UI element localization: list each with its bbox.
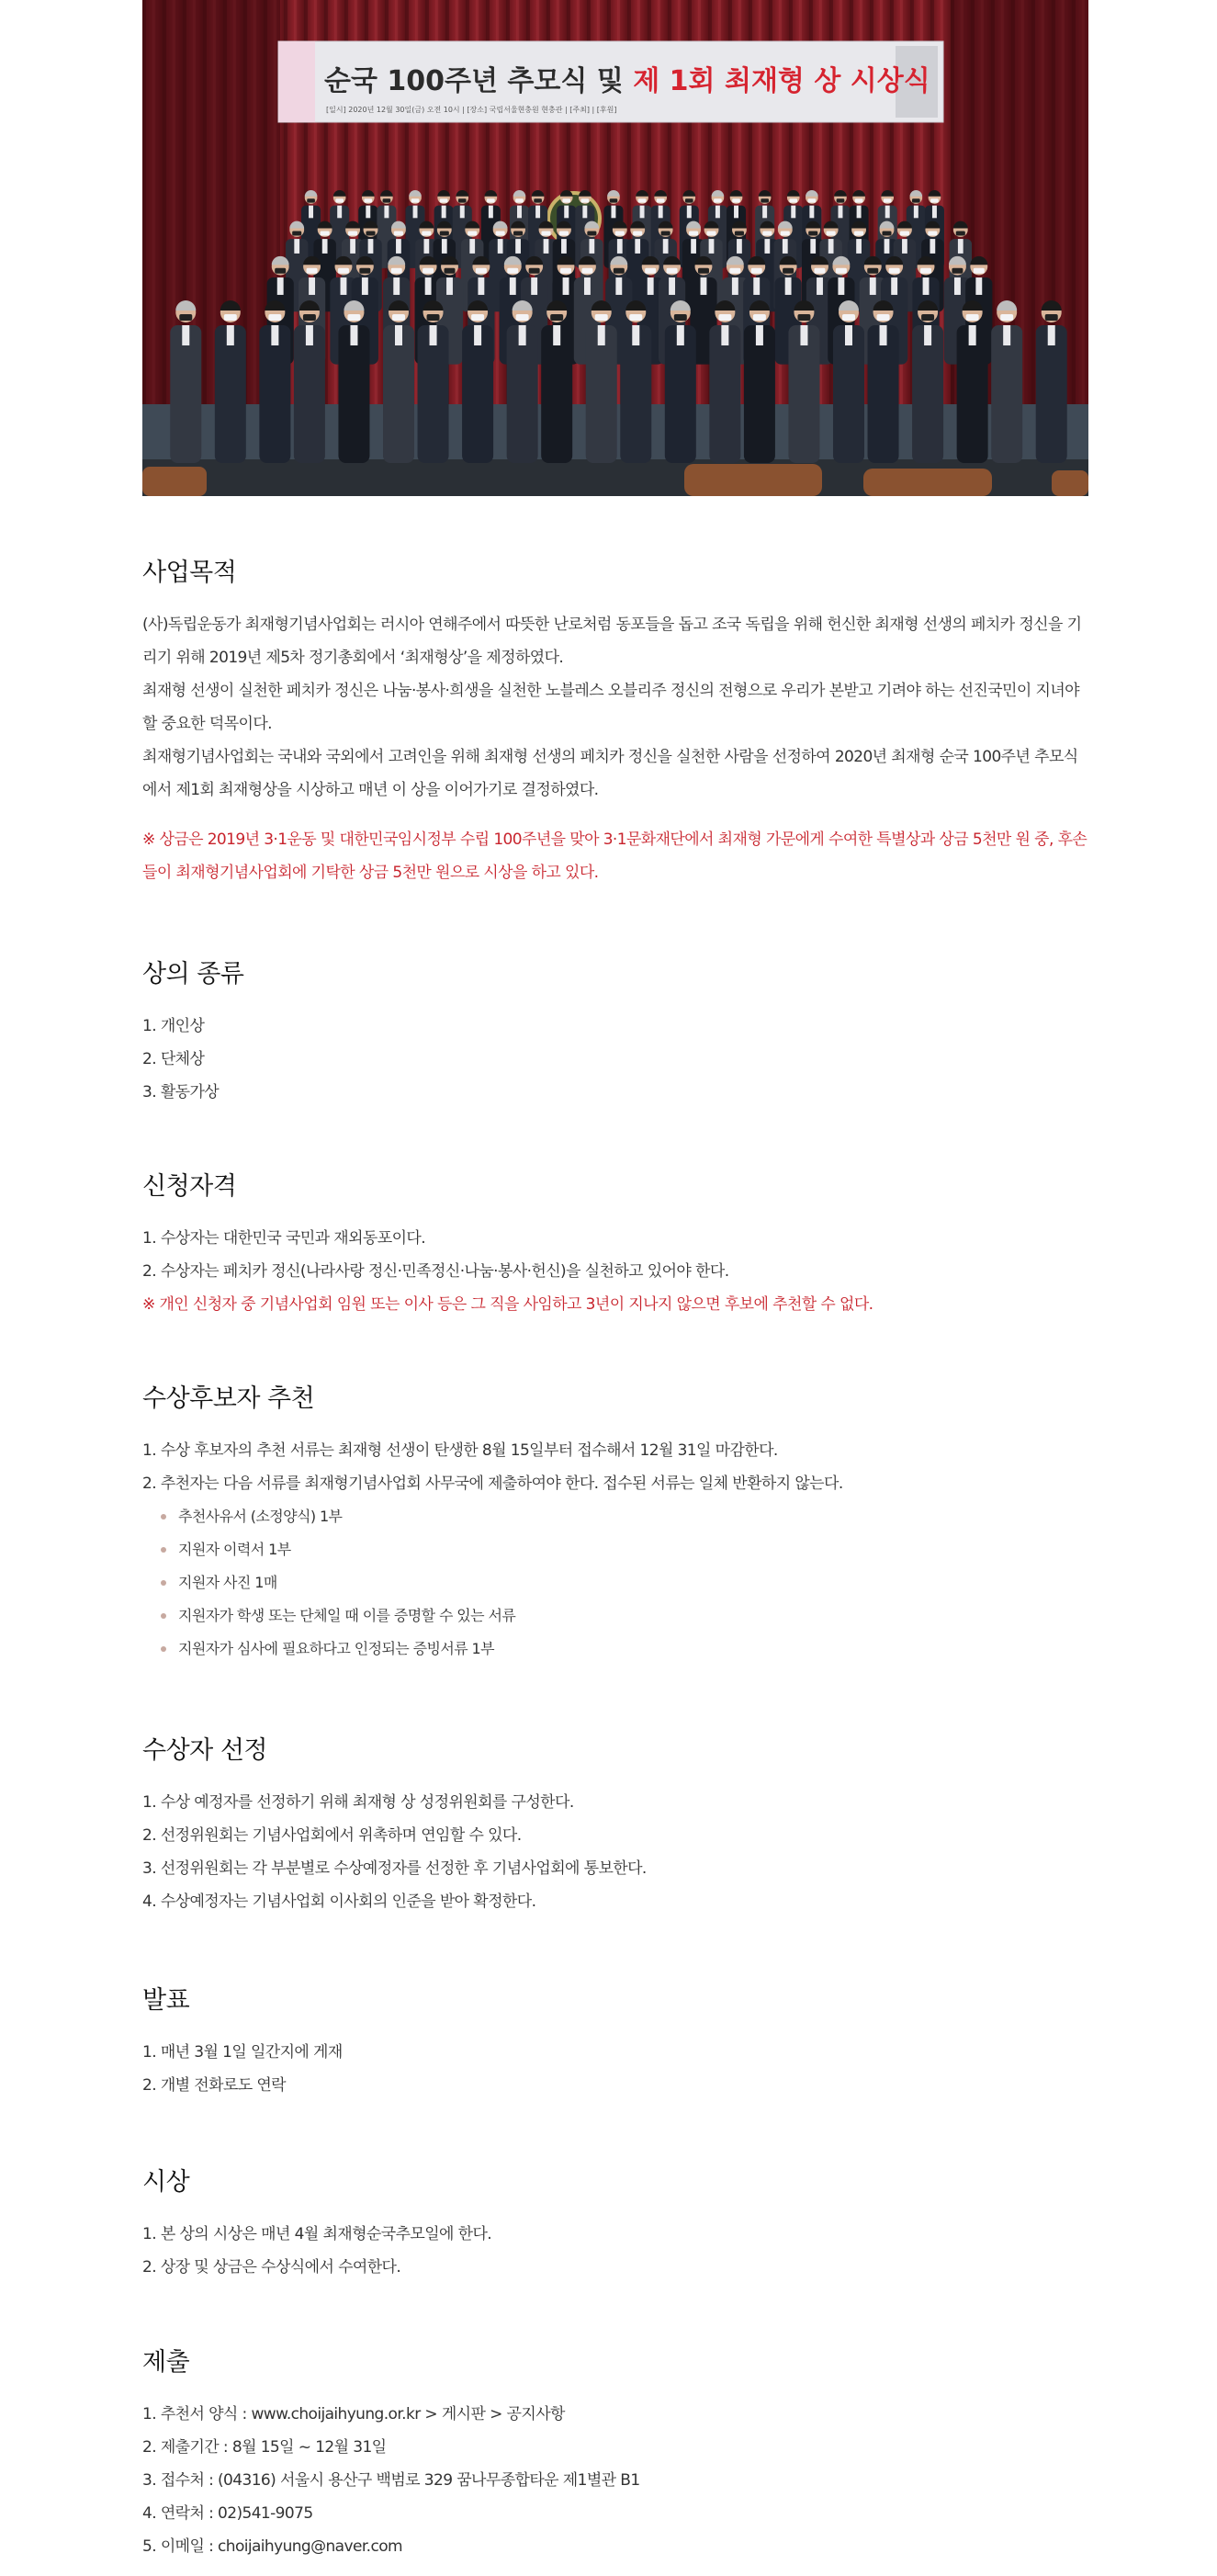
eligibility-item: 1. 수상자는 대한민국 국민과 재외동포이다.	[142, 1229, 426, 1248]
banner-title-part1: 순국 100주년 추모식 및	[324, 65, 634, 97]
section-title-ceremony: 시상	[142, 2168, 190, 2197]
required-document-item: 지원자 이력서 1부	[161, 1533, 1088, 1566]
section-nomination	[142, 1384, 1088, 1666]
section-title-award-types: 상의 종류	[142, 960, 244, 989]
selection-item: 4. 수상예정자는 기념사업회 이사회의 인준을 받아 확정한다.	[142, 1892, 536, 1912]
required-documents-list	[142, 1500, 1088, 1666]
eligibility-item: 2. 수상자는 페치카 정신(나라사랑 정신·민족정신·나눔·봉사·헌신)을 실천하고 있어야 한다.	[142, 1262, 729, 1282]
award-type-item: 1. 개인상	[142, 1017, 205, 1036]
purpose-paragraph-2: 최재형 선생이 실천한 페치카 정신은 나눔·봉사·희생을 실천한 노블레스 오블리주 정신의 전형으로 우리가 본받고 기려야 하는 선진국민이 지녀야 할 중요한 덕목이다.	[142, 682, 1079, 734]
submission-item: 5. 이메일 : choijaihyung@naver.com	[142, 2537, 402, 2557]
section-title-selection: 수상자 선정	[142, 1736, 267, 1765]
hero-photo	[142, 0, 1088, 496]
selection-item: 1. 수상 예정자를 선정하기 위해 최재형 상 성정위원회를 구성한다.	[142, 1793, 574, 1813]
nomination-item: 2. 추천자는 다음 서류를 최재형기념사업회 사무국에 제출하여야 한다. 접수된 서류는 일체 반환하지 않는다.	[142, 1474, 843, 1494]
section-title-announcement: 발표	[142, 1986, 190, 2015]
event-banner	[278, 41, 943, 122]
required-document-item: 지원자 사진 1매	[161, 1566, 1088, 1599]
section-announcement	[142, 1986, 1088, 2102]
selection-item: 3. 선정위원회는 각 부분별로 수상예정자를 선정한 후 기념사업회에 통보한다.	[142, 1859, 647, 1879]
announcement-item: 1. 매년 3월 1일 일간지에 게재	[142, 2043, 343, 2062]
section-title-submission: 제출	[142, 2348, 190, 2377]
section-submission	[142, 2348, 1088, 2563]
submission-item: 2. 제출기간 : 8월 15일 ~ 12월 31일	[142, 2438, 387, 2457]
ceremony-group-photo	[142, 0, 1088, 496]
section-selection	[142, 1736, 1088, 1918]
section-title-eligibility: 신청자격	[142, 1172, 237, 1201]
nomination-item: 1. 수상 후보자의 추천 서류는 최재형 선생이 탄생한 8월 15일부터 접수해서 12월 31일 마감한다.	[142, 1441, 778, 1461]
ceremony-item: 2. 상장 및 상금은 수상식에서 수여한다.	[142, 2258, 401, 2277]
section-purpose	[142, 559, 1088, 889]
section-title-nomination: 수상후보자 추천	[142, 1384, 315, 1413]
purpose-prize-note: ※ 상금은 2019년 3·1운동 및 대한민국임시정부 수립 100주년을 맞아 3·1문화재단에서 최재형 가문에게 수여한 특별상과 상금 5천만 원 중, 후손들이 최재형기념사업회에 기탁한 상금 5천만 원으로 시상을 하고 있다.	[142, 830, 1087, 883]
submission-item: 3. 접수처 : (04316) 서울시 용산구 백범로 329 꿈나무종합타운 제1별관 B1	[142, 2471, 640, 2491]
award-type-item: 2. 단체상	[142, 1050, 205, 1069]
svg-text:순국 100주년 추모식 및 제 1회 최재형 상 시상식	[324, 65, 930, 97]
submission-item: 4. 연락처 : 02)541-9075	[142, 2504, 313, 2524]
announcement-item: 2. 개별 전화로도 연락	[142, 2076, 287, 2096]
purpose-paragraph-3: 최재형기념사업회는 국내와 국외에서 고려인을 위해 최재형 선생의 페치카 정신을 실천한 사람을 선정하여 2020년 최재형 순국 100주년 추모식에서 제1회 최재형상을 시상하고 매년 이 상을 이어가기로 결정하였다.	[142, 748, 1078, 800]
award-type-item: 3. 활동가상	[142, 1083, 220, 1102]
section-ceremony	[142, 2168, 1088, 2284]
banner-title-part2: 제 1회 최재형 상 시상식	[633, 65, 930, 97]
eligibility-note: ※ 개인 신청자 중 기념사업회 임원 또는 이사 등은 그 직을 사임하고 3년이 지나지 않으면 후보에 추천할 수 없다.	[142, 1295, 873, 1315]
purpose-paragraph-1: (사)독립운동가 최재형기념사업회는 러시아 연해주에서 따뜻한 난로처럼 동포들을 돕고 조국 독립을 위해 헌신한 최재형 선생의 페치카 정신을 기리기 위해 2019년 제5차 정기총회에서 ‘최재형상’을 제정하였다.	[142, 616, 1082, 668]
ceremony-item: 1. 본 상의 시상은 매년 4월 최재형순국추모일에 한다.	[142, 2225, 492, 2244]
required-document-item: 추천사유서 (소정양식) 1부	[161, 1500, 1088, 1533]
required-document-item: 지원자가 심사에 필요하다고 인정되는 증빙서류 1부	[161, 1633, 1088, 1666]
section-title-purpose: 사업목적	[142, 559, 237, 587]
submission-item: 1. 추천서 양식 : www.choijaihyung.or.kr > 게시판 > 공지사항	[142, 2405, 565, 2424]
section-award-types	[142, 960, 1088, 1109]
banner-subtitle: [일시] 2020년 12월 30일(금) 오전 10시 | [장소] 국립서울현충원 현충관 | [주최] | [후원]	[326, 106, 617, 114]
section-eligibility	[142, 1172, 1088, 1321]
required-document-item: 지원자가 학생 또는 단체일 때 이를 증명할 수 있는 서류	[161, 1599, 1088, 1633]
selection-item: 2. 선정위원회는 기념사업회에서 위촉하며 연임할 수 있다.	[142, 1826, 522, 1846]
